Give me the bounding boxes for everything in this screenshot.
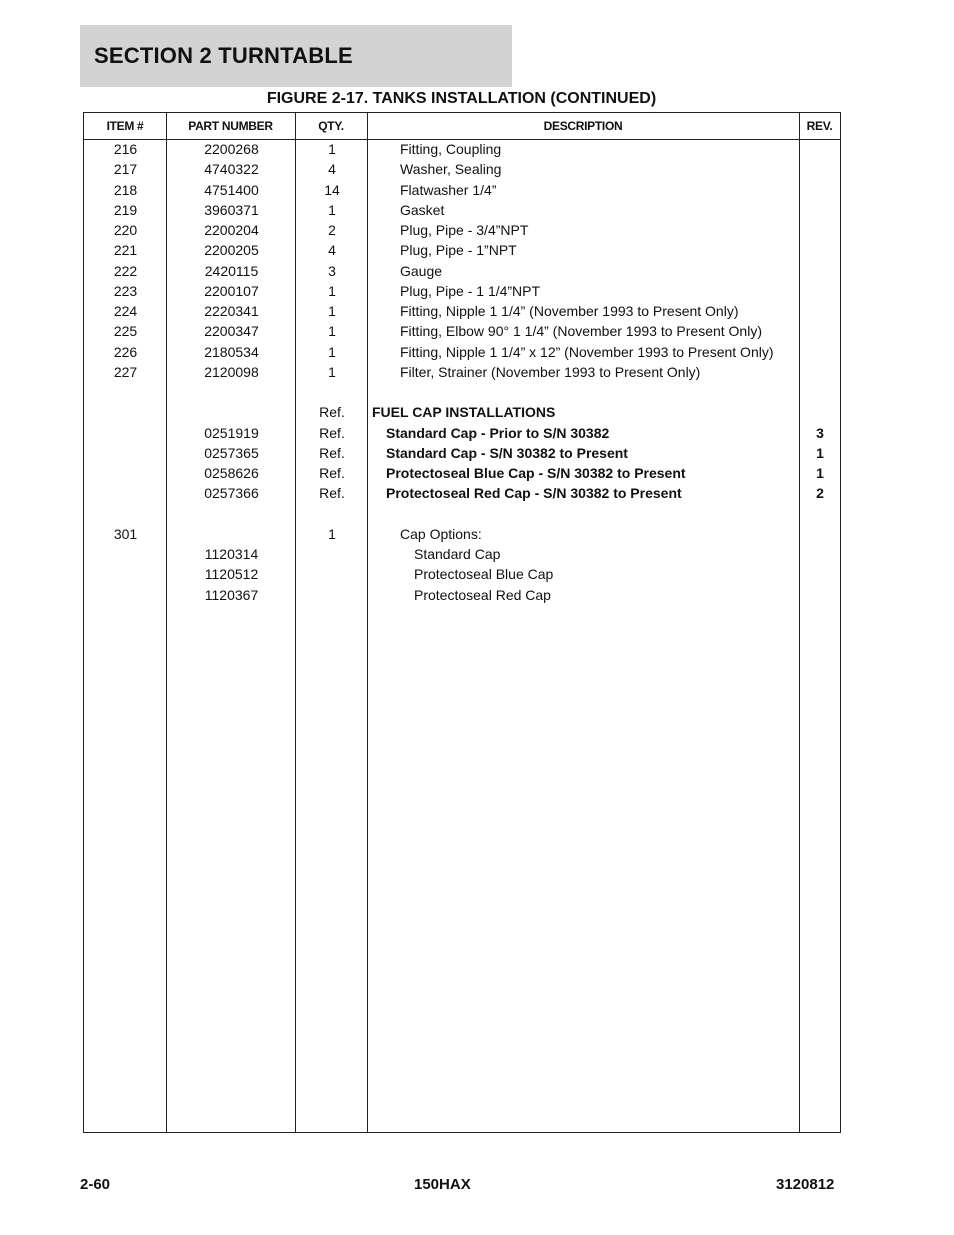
- part-number-cell: 2200204: [204, 222, 259, 238]
- qty-cell: 14: [324, 181, 340, 198]
- description-cell: Filter, Strainer (November 1993 to Present Only): [400, 363, 701, 380]
- part-number-cell: 2420115: [204, 262, 259, 279]
- table-row: [84, 139, 840, 159]
- description-cell: Cap Options:: [400, 525, 482, 542]
- description-cell: Standard Cap: [414, 546, 501, 562]
- part-number-cell: 2200347: [204, 323, 259, 340]
- table-row: [84, 342, 840, 362]
- part-number-cell: 0257366: [204, 485, 259, 502]
- item-cell: 216: [113, 141, 138, 157]
- part-number-cell: 0251919: [204, 424, 259, 441]
- part-number-cell: 2120098: [204, 363, 259, 380]
- qty-cell: 2: [328, 222, 336, 238]
- description-cell: Fitting, Nipple 1 1/4” (November 1993 to Present Only): [400, 303, 739, 319]
- item-cell: 217: [113, 161, 138, 178]
- table-row: [84, 544, 840, 564]
- item-cell: 226: [113, 343, 138, 360]
- description-cell: Protectoseal Red Cap - S/N 30382 to Present: [386, 485, 682, 502]
- qty-cell: 1: [328, 323, 336, 340]
- header-part-number: PART NUMBER: [188, 119, 273, 133]
- table-row: [84, 402, 840, 422]
- section-title: SECTION 2 TURNTABLE: [94, 43, 353, 68]
- description-cell: Protectoseal Blue Cap: [414, 566, 554, 583]
- table-row: [84, 585, 840, 605]
- description-cell: Gasket: [400, 201, 445, 218]
- item-cell: 219: [113, 201, 138, 218]
- table-row: [84, 200, 840, 220]
- rev-cell: 1: [816, 465, 824, 481]
- qty-cell: 4: [328, 161, 336, 178]
- table-row: [84, 321, 840, 341]
- qty-cell: 4: [328, 242, 336, 259]
- description-cell: Fitting, Elbow 90° 1 1/4” (November 1993 to Present Only): [400, 323, 762, 340]
- item-cell: 221: [113, 242, 138, 259]
- header-qty: QTY.: [318, 119, 344, 133]
- table-row: [84, 564, 840, 584]
- part-number-cell: 2200205: [204, 242, 259, 259]
- qty-cell: Ref.: [319, 444, 345, 461]
- footer-model: 150HAX: [414, 1176, 471, 1193]
- part-number-cell: 1120367: [204, 586, 259, 603]
- footer-document-number: 3120812: [776, 1176, 835, 1193]
- table-row: [84, 159, 840, 179]
- description-cell: Plug, Pipe - 3/4”NPT: [400, 222, 529, 238]
- part-number-cell: 3960371: [204, 201, 259, 218]
- rev-cell: 2: [816, 485, 824, 502]
- description-cell: Protectoseal Red Cap: [414, 586, 551, 603]
- item-cell: 222: [113, 262, 138, 279]
- table-row: [84, 301, 840, 321]
- header-rev: REV.: [806, 119, 833, 133]
- qty-cell: 3: [328, 262, 336, 279]
- table-row: [84, 180, 840, 200]
- item-cell: 220: [113, 222, 138, 238]
- header-item: ITEM #: [106, 119, 144, 133]
- item-cell: 301: [113, 525, 138, 542]
- table-row: [84, 443, 840, 463]
- header-description: DESCRIPTION: [543, 119, 623, 133]
- table-row: [84, 261, 840, 281]
- description-cell: Gauge: [400, 262, 443, 279]
- parts-table: [83, 112, 841, 1133]
- table-row: [84, 423, 840, 443]
- part-number-cell: 0257365: [204, 444, 259, 461]
- qty-cell: 1: [328, 282, 336, 299]
- section-banner: [80, 25, 512, 87]
- qty-cell: Ref.: [319, 485, 345, 502]
- table-row: [84, 220, 840, 240]
- qty-cell: 1: [328, 201, 336, 218]
- item-cell: 225: [113, 323, 138, 340]
- part-number-cell: 2180534: [204, 343, 259, 360]
- footer-page-number: 2-60: [80, 1176, 111, 1193]
- table-row: [84, 362, 840, 382]
- table-row: [84, 463, 840, 483]
- table-row: [84, 240, 840, 260]
- table-row: [84, 382, 840, 402]
- table-row: [84, 504, 840, 524]
- part-number-cell: 0258626: [204, 465, 259, 481]
- part-number-cell: 4751400: [204, 181, 259, 198]
- table-row: [84, 483, 840, 503]
- description-cell: Fitting, Nipple 1 1/4” x 12” (November 1993 to Present Only): [400, 343, 774, 360]
- qty-cell: Ref.: [319, 404, 345, 421]
- qty-cell: Ref.: [319, 465, 345, 481]
- qty-cell: 1: [328, 343, 336, 360]
- item-cell: 227: [113, 363, 138, 380]
- rev-cell: 3: [816, 424, 824, 441]
- rev-cell: 1: [816, 444, 824, 461]
- qty-cell: 1: [328, 303, 336, 319]
- part-number-cell: 2220341: [204, 303, 259, 319]
- qty-cell: 1: [328, 525, 336, 542]
- item-cell: 223: [113, 282, 138, 299]
- part-number-cell: 2200107: [204, 282, 259, 299]
- description-cell: FUEL CAP INSTALLATIONS: [372, 404, 556, 421]
- description-cell: Plug, Pipe - 1 1/4”NPT: [400, 282, 541, 299]
- item-cell: 224: [113, 303, 138, 319]
- description-cell: Standard Cap - S/N 30382 to Present: [386, 444, 628, 461]
- table-row: [84, 524, 840, 544]
- item-cell: 218: [113, 181, 138, 198]
- description-cell: Standard Cap - Prior to S/N 30382: [386, 424, 610, 441]
- part-number-cell: 2200268: [204, 141, 259, 157]
- description-cell: Plug, Pipe - 1”NPT: [400, 242, 517, 259]
- part-number-cell: 4740322: [204, 161, 259, 178]
- part-number-cell: 1120512: [204, 566, 259, 583]
- qty-cell: 1: [328, 141, 336, 157]
- figure-title: FIGURE 2-17. TANKS INSTALLATION (CONTINUED): [266, 90, 657, 107]
- part-number-cell: 1120314: [204, 546, 259, 562]
- qty-cell: Ref.: [319, 424, 345, 441]
- description-cell: Washer, Sealing: [400, 161, 502, 178]
- description-cell: Protectoseal Blue Cap - S/N 30382 to Present: [386, 465, 686, 481]
- description-cell: Fitting, Coupling: [400, 141, 502, 157]
- table-row: [84, 281, 840, 301]
- description-cell: Flatwasher 1/4”: [400, 181, 497, 198]
- qty-cell: 1: [328, 363, 336, 380]
